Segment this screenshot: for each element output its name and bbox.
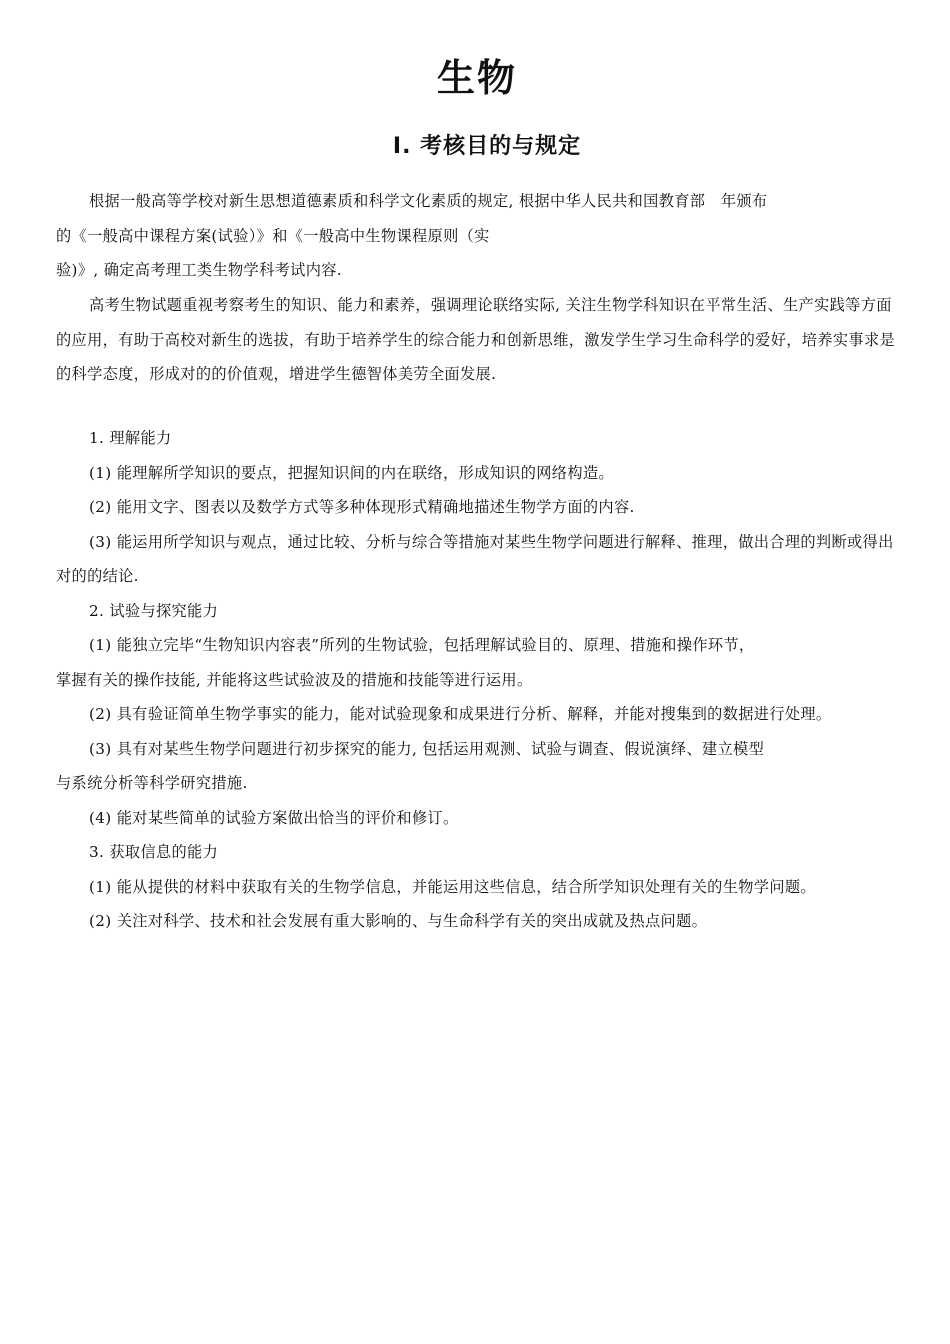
section-heading-understanding: 1. 理解能力	[89, 429, 172, 447]
list-item: (2) 具有验证简单生物学事实的能力，能对试验现象和成果进行分析、解释，并能对搜集到的数据进行处理。	[89, 705, 832, 723]
intro-paragraph-2	[56, 288, 898, 392]
page-title: 生物	[436, 56, 517, 100]
list-item: (4) 能对某些简单的试验方案做出恰当的评价和修订。	[89, 808, 459, 827]
intro-line-3: 验)》, 确定高考理工类生物学科考试内容.	[56, 261, 342, 279]
intro-paragraph-2-text: 高考生物试题重视考察考生的知识、能力和素养，强调理论联络实际, 关注生物学科知识在平常生活、生产实践等方面的应用，有助于高校对新生的选拔，有助于培养学生的综合能力和创新思维，激发学生学习生命科学的爱好，培养实事求是的科学态度，形成对的的价值观，增进学生德智体美劳全面发展.	[56, 296, 896, 383]
list-item-continuation: 与系统分析等科学研究措施.	[56, 774, 248, 792]
section-heading: Ⅰ. 考核目的与规定	[392, 134, 582, 159]
list-item: (3) 具有对某些生物学问题进行初步探究的能力, 包括运用观测、试验与调查、假说演绎、建立模型	[89, 739, 765, 758]
list-item: (2) 关注对科学、技术和社会发展有重大影响的、与生命科学有关的突出成就及热点问题。	[89, 912, 708, 930]
list-item: (1) 能独立完毕“生物知识内容表”所列的生物试验，包括理解试验目的、原理、措施和操作环节，	[89, 636, 755, 654]
list-item: (3) 能运用所学知识与观点，通过比较、分析与综合等措施对某些生物学问题进行解释、推理，做出合理的判断或得出对的的结论.	[56, 532, 894, 585]
section-heading-experiment: 2. 试验与探究能力	[89, 601, 219, 620]
list-item: (2) 能用文字、图表以及数学方式等多种体现形式精确地描述生物学方面的内容.	[89, 498, 635, 516]
section-heading-information: 3. 获取信息的能力	[89, 843, 219, 861]
list-item: (1) 能从提供的材料中获取有关的生物学信息，并能运用这些信息，结合所学知识处理有关的生物学问题。	[89, 877, 816, 896]
ability-sections	[56, 421, 898, 939]
intro-line-1: 根据一般高等学校对新生思想道德素质和科学文化素质的规定, 根据中华人民共和国教育部 年颁布	[89, 192, 768, 210]
list-item-continuation: 掌握有关的操作技能, 并能将这些试验波及的措施和技能等进行运用。	[56, 670, 533, 689]
list-item: (1) 能理解所学知识的要点，把握知识间的内在联络，形成知识的网络构造。	[89, 463, 614, 482]
intro-paragraph-1	[56, 184, 898, 288]
intro-line-2: 的《一般高中课程方案(试验）》和《一般高中生物课程原则（实	[56, 226, 490, 245]
